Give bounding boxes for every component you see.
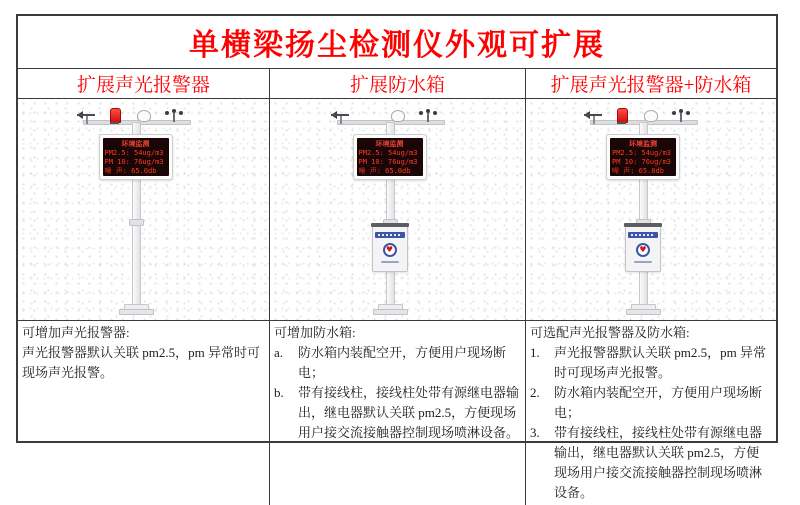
list-item [530,383,771,423]
list-item-text: 带有接线柱，接线柱处带有源继电器输出，继电器默认关联 pm2.5，方便现场用户接交流接触器控制现场喷淋设备。 [554,425,763,500]
led-display [606,134,680,180]
image-row [18,99,776,321]
note-cell-alarm-plus-box [526,321,776,505]
led-pm10: PM 10: 76ug/m3 [104,157,164,166]
box-label-band [628,232,658,238]
led-pm10: PM 10: 76ug/m3 [358,157,418,166]
box-caption-line [381,261,399,263]
column-header-alarm: 扩展声光报警器 [18,69,270,98]
wind-vane-icon [584,110,604,122]
photo-monitor-with-alarm-and-box [526,99,776,320]
wind-vane-icon [331,110,351,122]
list-item-text: 防水箱内装配空开，方便用户现场断电； [554,385,763,420]
photo-monitor-with-box [270,99,526,320]
list-item [274,383,520,443]
list-marker: 2. [530,385,540,400]
list-item-text: 声光报警器默认关联 pm2.5，pm 异常时可现场声光报警。 [554,345,766,380]
dust-monitor-device [568,107,718,315]
note-heading: 可增加防水箱: [274,325,356,340]
led-title: 环境监测 [375,139,404,148]
led-title: 环境监测 [629,139,657,148]
list-item [530,343,771,383]
cup-anemometer-icon [419,109,437,122]
led-screen [103,138,169,176]
cup-anemometer-icon [165,109,183,122]
box-label-band [375,232,405,238]
cup-anemometer-icon [672,109,690,122]
list-marker: 1. [530,345,540,360]
spec-table [16,14,778,500]
led-pm10: PM 10: 76ug/m3 [612,157,672,166]
alarm-beacon-icon [617,108,628,123]
list-marker: 3. [530,425,540,440]
list-item [274,343,520,383]
wind-vane-icon [77,110,97,122]
led-noise: 噪 声: 65.0db [358,166,411,175]
dome-sensor-icon [644,110,658,122]
box-logo-icon: ♥ [636,243,650,257]
led-noise: 噪 声: 65.0db [104,166,157,175]
led-noise: 噪 声: 65.0db [612,166,664,175]
dome-sensor-icon [391,110,405,122]
led-title: 环境监测 [121,139,150,148]
list-item-text: 带有接线柱，接线柱处带有源继电器输出，继电器默认关联 pm2.5，方便现场用户接交流接触器控制现场喷淋设备。 [298,385,520,440]
title-row [18,16,776,69]
header-row [18,69,776,99]
column-header-waterproof-box: 扩展防水箱 [270,69,526,98]
note-cell-alarm [18,321,270,505]
led-screen [610,138,676,176]
note-body: 声光报警器默认关联 pm2.5，pm 异常时可现场声光报警。 [22,345,260,380]
page-title: 单横梁扬尘检测仪外观可扩展 [189,29,605,62]
led-display [353,134,427,180]
alarm-beacon-icon [110,108,121,123]
list-item-text: 防水箱内装配空开，方便用户现场断电； [298,345,507,380]
column-header-alarm-plus-box: 扩展声光报警器+防水箱 [550,75,752,96]
photo-monitor-with-alarm [18,99,270,320]
waterproof-box [372,225,408,272]
list-marker: a. [274,345,284,360]
list-item [530,423,771,503]
base-plate [373,309,408,315]
led-pm25: PM2.5: 54ug/m3 [104,148,164,157]
base-plate [119,309,154,315]
dust-monitor-device [61,107,211,315]
led-pm25: PM2.5: 54ug/m3 [358,148,418,157]
pole-collar [129,219,144,226]
dust-monitor-device [315,107,465,315]
list-marker: b. [274,385,284,400]
note-heading: 可选配声光报警器及防水箱: [530,325,690,340]
box-lid [624,223,662,227]
led-screen [357,138,423,176]
note-heading: 可增加声光报警器: [22,325,130,340]
led-pm25: PM2.5: 54ug/m3 [612,148,672,157]
waterproof-box [625,225,661,272]
base-plate [626,309,661,315]
notes-row [18,321,776,505]
box-lid [371,223,409,227]
box-logo-icon: ♥ [383,243,397,257]
led-display [99,134,173,180]
box-caption-line [634,261,652,263]
dome-sensor-icon [137,110,151,122]
note-cell-waterproof-box [270,321,526,505]
